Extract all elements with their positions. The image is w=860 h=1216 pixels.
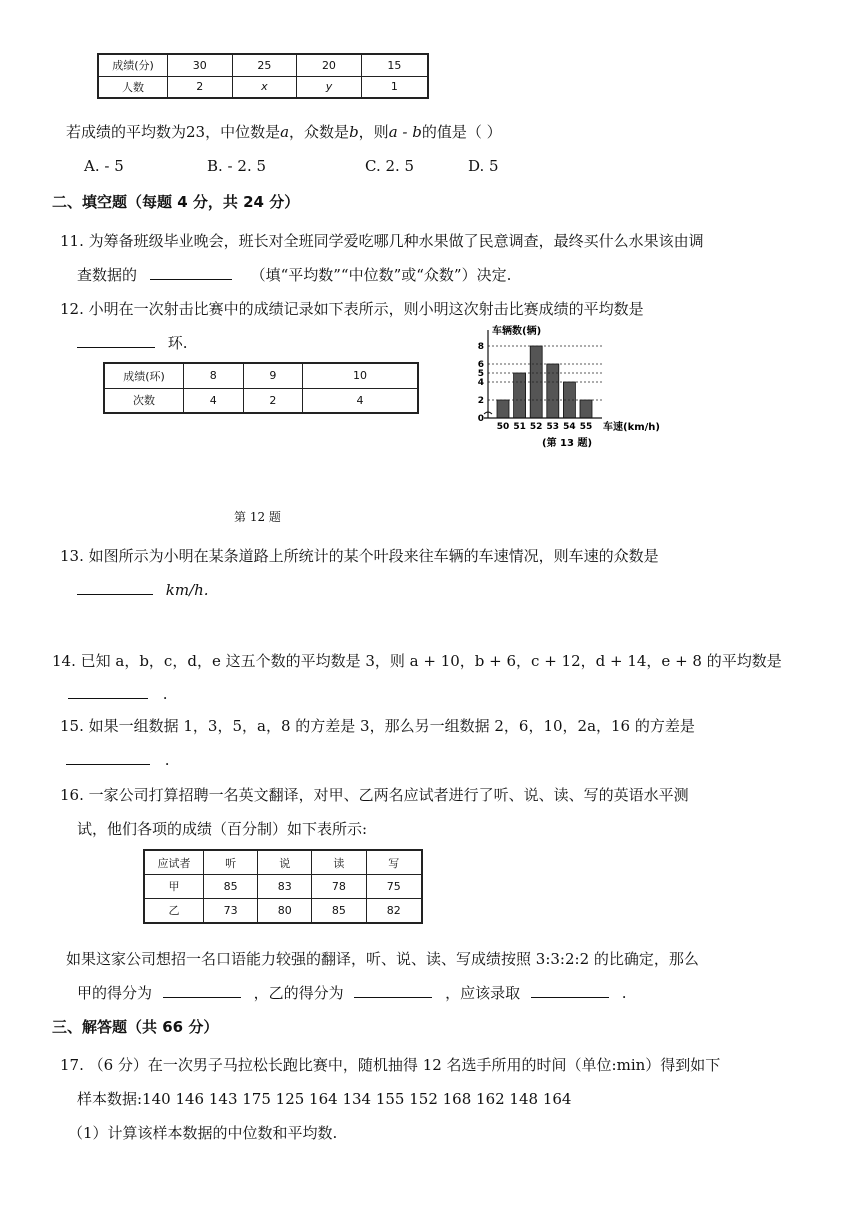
table-row [144,850,422,875]
y-tick-label: 5 [477,369,484,379]
shooting-table [103,362,419,414]
answer-blank[interactable] [77,333,155,348]
table-cell: 9 [243,363,303,388]
table-cell: x [232,76,297,98]
q17-line1: 17. （6 分）在一次男子马拉松长跑比赛中，随机抽得 12 名选手所用的时间（单位:min）得到如下 [60,1056,721,1074]
table-cell: 人数 [98,76,168,98]
bar-51 [514,373,526,418]
answer-blank[interactable] [77,580,153,595]
q15-line2: . [66,750,170,769]
answer-blank[interactable] [531,983,609,998]
table-cell: 30 [168,54,233,76]
answer-blank[interactable] [354,983,432,998]
table-cell: 75 [366,875,422,899]
table-cell: 83 [258,875,312,899]
table-cell: 73 [204,898,258,923]
y-axis-label: 车辆数(辆) [492,326,542,337]
table-cell: 4 [303,388,418,413]
q14-line1: 14. 已知 a，b，c，d，e 这五个数的平均数是 3，则 a + 10，b + 6，c + 12，d + 14，e + 8 的平均数是 [52,652,782,670]
y-tick-label: 6 [477,360,484,370]
option-b: B. - 2. 5 [207,157,267,175]
q16-line3: 如果这家公司想招一名口语能力较强的翻译，听、说、读、写成绩按照 3:3:2:2 的比确定，那么 [66,950,699,968]
q10-stem: 若成绩的平均数为23，中位数是a，众数是b，则a - b的值是（ ） [66,123,502,141]
table-cell: 听 [204,850,258,875]
answer-blank[interactable] [163,983,241,998]
table-cell: 25 [232,54,297,76]
q16-line2: 试，他们各项的成绩（百分制）如下表所示: [77,820,368,838]
x-tick-label: 52 [529,422,543,432]
table-cell: 85 [312,898,366,923]
table-cell: 15 [361,54,428,76]
y-tick-label: 8 [477,342,484,352]
table-cell: 1 [361,76,428,98]
q11-line1: 11. 为筹备班级毕业晚会，班长对全班同学爱吃哪几种水果做了民意调查，最终买什么水果该由调 [60,232,704,250]
x-tick-label: 50 [496,422,510,432]
x-axis-label: 车速(km/h) [603,422,660,433]
table-cell: 写 [366,850,422,875]
table-row [98,54,428,76]
q14-line2: . [68,684,168,703]
table-row [98,76,428,98]
q12-caption: 第 12 题 [234,510,281,524]
q16-line1: 16. 一家公司打算招聘一名英文翻译，对甲、乙两名应试者进行了听、说、读、写的英语水平测 [60,786,689,804]
table-cell: 80 [258,898,312,923]
answer-blank[interactable] [68,684,148,699]
table-row [144,898,422,923]
q12-line1: 12. 小明在一次射击比赛中的成绩记录如下表所示，则小明这次射击比赛成绩的平均数是 [60,300,644,318]
table-cell: 说 [258,850,312,875]
option-d: D. 5 [468,157,499,175]
bar-55 [580,400,592,418]
table-cell: 20 [297,54,362,76]
table-cell: 乙 [144,898,204,923]
bar-53 [547,364,559,418]
q11-line2: 查数据的 （填“平均数”“中位数”或“众数”）决定. [77,266,512,284]
x-tick-label: 53 [546,422,560,432]
q17-line2: 样本数据:140 146 143 175 125 164 134 155 152 168 162 148 164 [77,1090,572,1108]
chart-caption: (第 13 题) [542,438,593,449]
candidate-table [143,849,423,924]
table-cell: 次数 [104,388,184,413]
answer-blank[interactable] [66,750,150,765]
table-cell: 应试者 [144,850,204,875]
table-cell: 4 [184,388,244,413]
table-cell: 成绩(分) [98,54,168,76]
section-title-solve: 三、解答题（共 66 分） [52,1018,219,1036]
table-row [104,363,418,388]
table-cell: 78 [312,875,366,899]
q13-line2: km/h. [77,580,209,599]
table-cell: y [297,76,362,98]
q15-line1: 15. 如果一组数据 1，3，5，a，8 的方差是 3，那么另一组数据 2，6，10，2a，16 的方差是 [60,717,695,735]
score-table [97,53,429,99]
table-cell: 甲 [144,875,204,899]
y-tick-label: 2 [477,396,484,406]
answer-blank[interactable] [150,265,232,280]
table-cell: 8 [184,363,244,388]
table-cell: 82 [366,898,422,923]
x-tick-label: 51 [513,422,526,432]
table-cell: 2 [168,76,233,98]
table-cell: 2 [243,388,303,413]
bar-50 [497,400,509,418]
y-tick-label: 4 [477,378,484,388]
q13-line1: 13. 如图所示为小明在某条道路上所统计的某个叶段来往车辆的车速情况，则车速的众数是 [60,547,659,565]
q17-line3: （1）计算该样本数据的中位数和平均数. [68,1124,338,1142]
option-c: C. 2. 5 [365,157,415,175]
table-row [144,875,422,899]
table-cell: 成绩(环) [104,363,184,388]
option-a: A. - 5 [84,157,124,175]
speed-bar-chart [470,322,680,454]
q16-line4: 甲的得分为 ，乙的得分为 ，应该录取 . [77,984,627,1002]
x-tick-label: 54 [563,422,576,432]
table-cell: 10 [303,363,418,388]
table-cell: 读 [312,850,366,875]
table-row [104,388,418,413]
q12-line2: 环. [77,332,188,353]
y-tick-label: 0 [477,414,484,424]
x-tick-label: 55 [579,422,593,432]
section-title-fill-blank: 二、填空题（每题 4 分，共 24 分） [52,193,300,211]
table-cell: 85 [204,875,258,899]
